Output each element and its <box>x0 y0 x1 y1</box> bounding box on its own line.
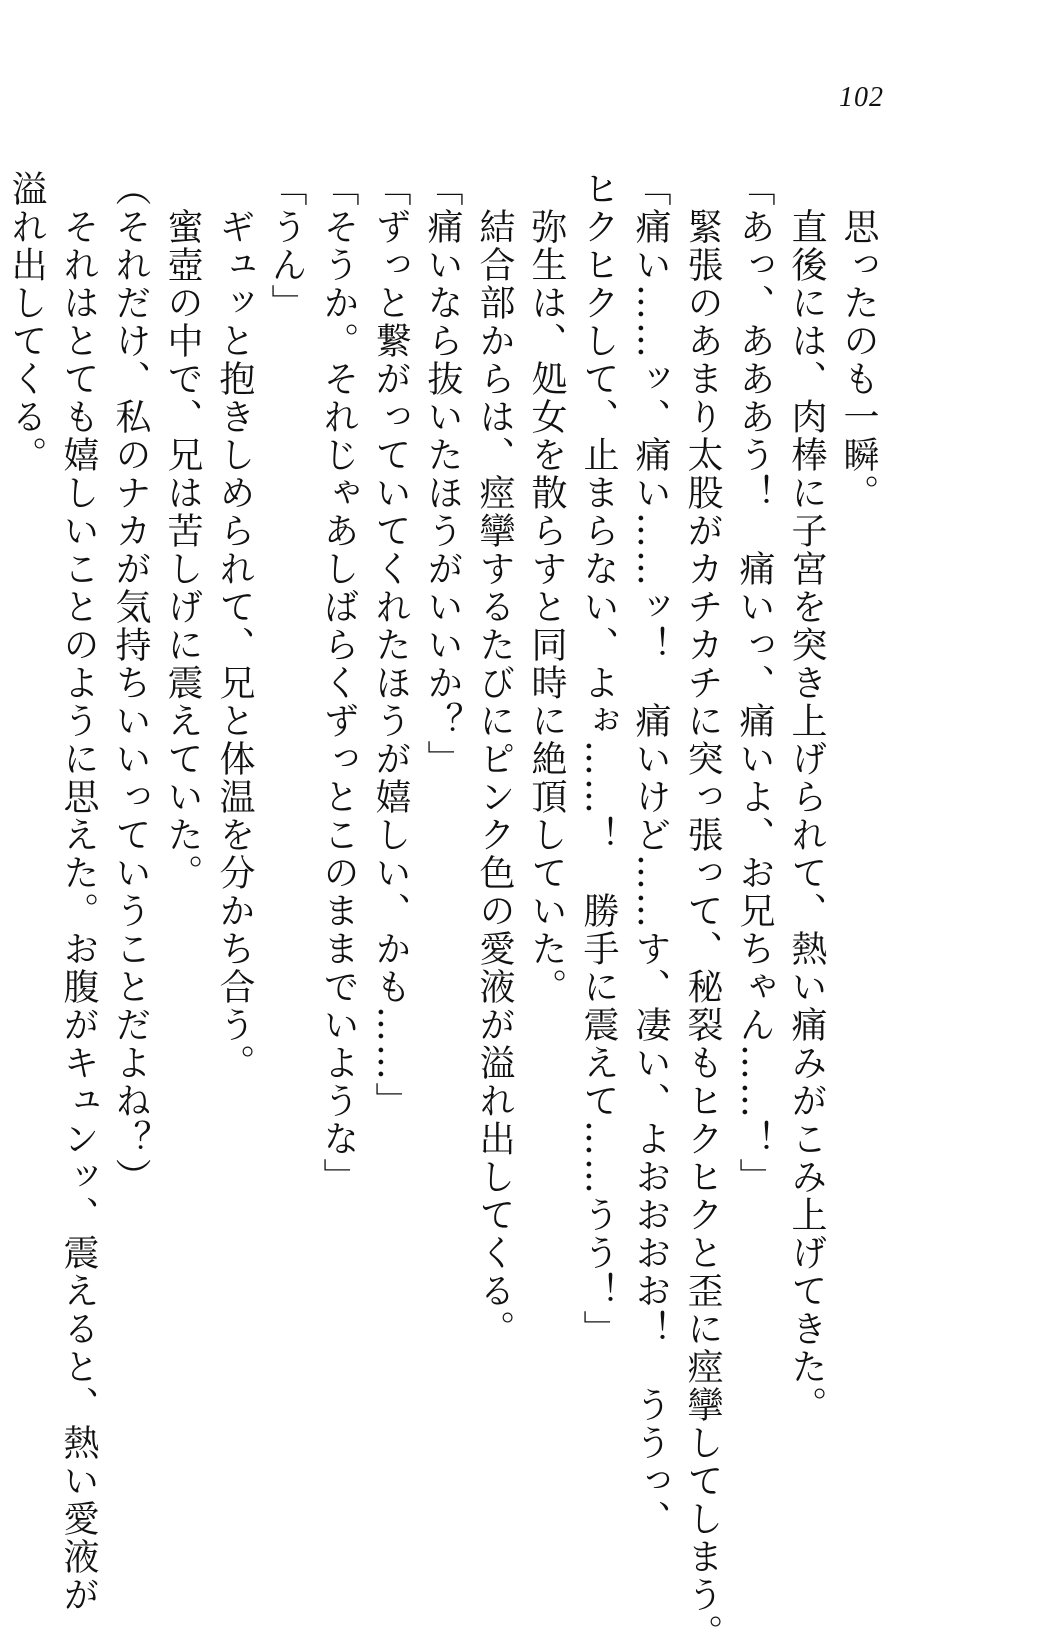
text-line: 「あっ、あああう！ 痛いっ、痛いよ、お兄ちゃん……！」 <box>734 170 775 1196</box>
text-line: 「痛いなら抜いたほうがいいか？」 <box>422 170 463 778</box>
text-line: 溢れ出してくる。 <box>6 170 47 474</box>
page-number: 102 <box>839 82 884 113</box>
text-line: 弥生は、処女を散らすと同時に絶頂していた。 <box>526 170 567 1006</box>
text-line: 「痛い……ッ、痛い……ッ！ 痛いけど……す、凄い、よおおおお！ ううっ、 <box>630 170 671 1538</box>
text-line: 結合部からは、痙攣するたびにピンク色の愛液が溢れ出してくる。 <box>474 170 515 1348</box>
text-line: 思ったのも一瞬。 <box>838 170 879 512</box>
text-line: 「うん」 <box>266 170 307 322</box>
text-line: ギュッと抱きしめられて、兄と体温を分かち合う。 <box>214 170 255 1082</box>
text-line: それはとても嬉しいことのように思えた。お腹がキュンッ、震えると、熱い愛液が <box>58 170 99 1614</box>
text-line: ヒクヒクして、止まらない、よぉ……！ 勝手に震えて……うう！」 <box>578 170 619 1348</box>
text-line: 「ずっと繋がっていてくれたほうが嬉しい、かも……」 <box>370 170 411 1120</box>
body-text <box>6 170 884 1652</box>
text-line: 蜜壺の中で、兄は苦しげに震えていた。 <box>162 170 203 892</box>
text-line: 「そうか。それじゃあしばらくずっとこのままでいような」 <box>318 170 359 1196</box>
text-line: （それだけ、私のナカが気持ちいいっていうことだよね？） <box>110 170 151 1196</box>
text-line: 緊張のあまり太股がカチカチに突っ張って、秘裂もヒクヒクと歪に痙攣してしまう。 <box>682 170 723 1652</box>
text-line: 直後には、肉棒に子宮を突き上げられて、熱い痛みがこみ上げてきた。 <box>786 170 827 1424</box>
